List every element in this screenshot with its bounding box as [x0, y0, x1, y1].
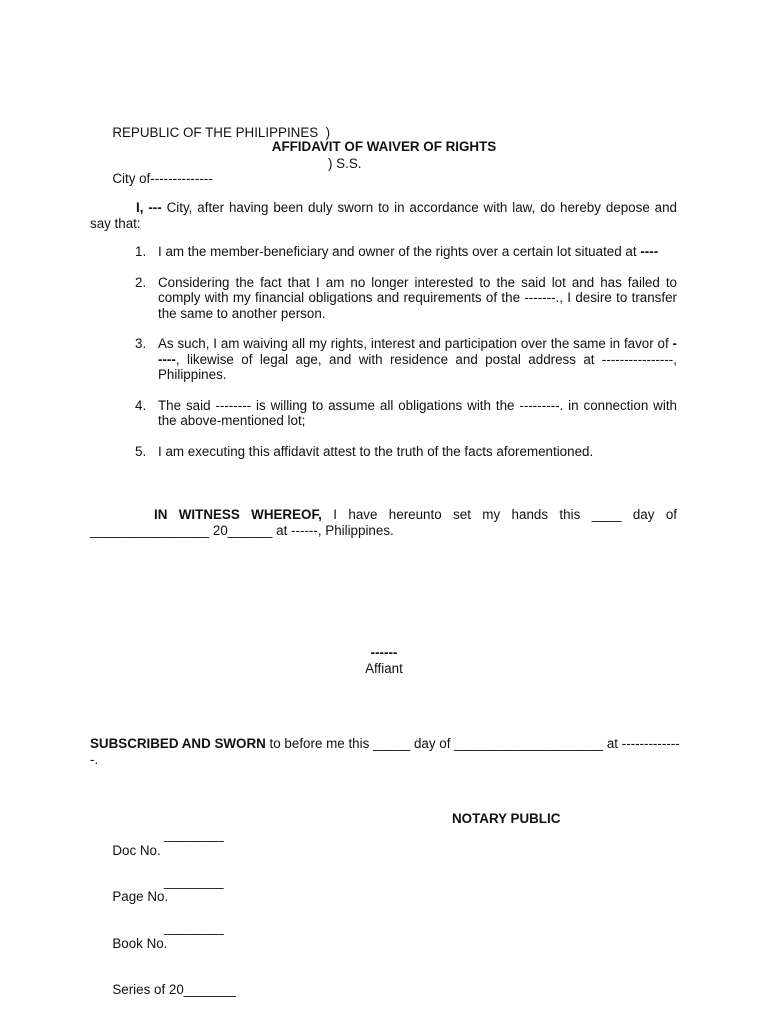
statement-item [90, 398, 677, 429]
jurat-text: to before me this _____ day of ____________________ at --------------. [90, 736, 680, 767]
venue-city-text: City of-------------- [112, 171, 213, 186]
venue-ss-text: ) S.S. [328, 155, 362, 171]
witness-paragraph [90, 507, 677, 538]
venue-republic-text: REPUBLIC OF THE PHILIPPINES ) [112, 124, 331, 140]
notary-register-block [90, 796, 290, 1013]
statement-number: 2. [135, 274, 147, 290]
page-no-label: Page No. [112, 889, 169, 904]
doc-no-blank: ________ [164, 827, 224, 842]
statement-number: 5. [135, 443, 147, 459]
statements-list [90, 244, 677, 474]
notary-public-label: NOTARY PUBLIC [452, 811, 561, 826]
statement-text: Considering the fact that I am no longer interested to the said lot and has failed to comply with my financial obligations and requirements of the -------., I desire to transfer the same to another person. [158, 274, 677, 321]
affiant-name-placeholder: I, --- [136, 200, 162, 215]
statement-text: I am executing this affidavit attest to the truth of the facts aforementioned. [158, 443, 594, 459]
venue-line-city [90, 155, 490, 186]
statement-bold: ----- [158, 336, 677, 367]
statement-number: 4. [135, 397, 147, 413]
series-line [90, 967, 290, 997]
statement-number: 3. [135, 336, 147, 351]
statement-item [90, 336, 677, 383]
statement-text: The said -------- is willing to assume all obligations with the ---------. in connection with the above-mentioned lot; [158, 397, 677, 428]
jurat-paragraph [90, 736, 680, 767]
affiant-label: Affiant [365, 661, 403, 676]
statement-item [90, 444, 677, 460]
statement-text-after: , likewise of legal age, and with residence and postal address at ----------------, Philippines. [158, 351, 677, 382]
affiant-signature-line: ------ [370, 645, 398, 660]
witness-text: I have hereunto set my hands this ____ day of ________________ 20______ at ------, Philippines. [90, 507, 677, 538]
statement-item [90, 244, 677, 260]
series-label: Series of 20 [112, 982, 184, 997]
series-blank: _______ [183, 982, 236, 997]
venue-line-republic [90, 109, 490, 140]
intro-text: City, after having been duly sworn to in accordance with law, do hereby depose and say that: [90, 200, 678, 231]
document-title: AFFIDAVIT OF WAIVER OF RIGHTS [271, 139, 497, 154]
page-no-line [90, 873, 290, 904]
intro-paragraph [90, 200, 677, 231]
jurat-heading: SUBSCRIBED AND SWORN [90, 736, 266, 751]
statement-text: I am the member-beneficiary and owner of the rights over a certain lot situated at [158, 244, 641, 259]
statement-item [90, 275, 677, 322]
statement-number: 1. [135, 244, 147, 259]
book-no-label: Book No. [112, 935, 168, 951]
book-no-blank: ________ [164, 920, 224, 935]
doc-no-line [90, 827, 290, 858]
statement-bold: ---- [640, 244, 659, 259]
doc-no-label: Doc No. [112, 842, 161, 858]
page-no-blank: ________ [164, 873, 224, 889]
statement-text: As such, I am waiving all my rights, interest and participation over the same in favor of [158, 336, 673, 351]
witness-heading: IN WITNESS WHEREOF, [154, 507, 322, 522]
book-no-line [90, 920, 290, 951]
